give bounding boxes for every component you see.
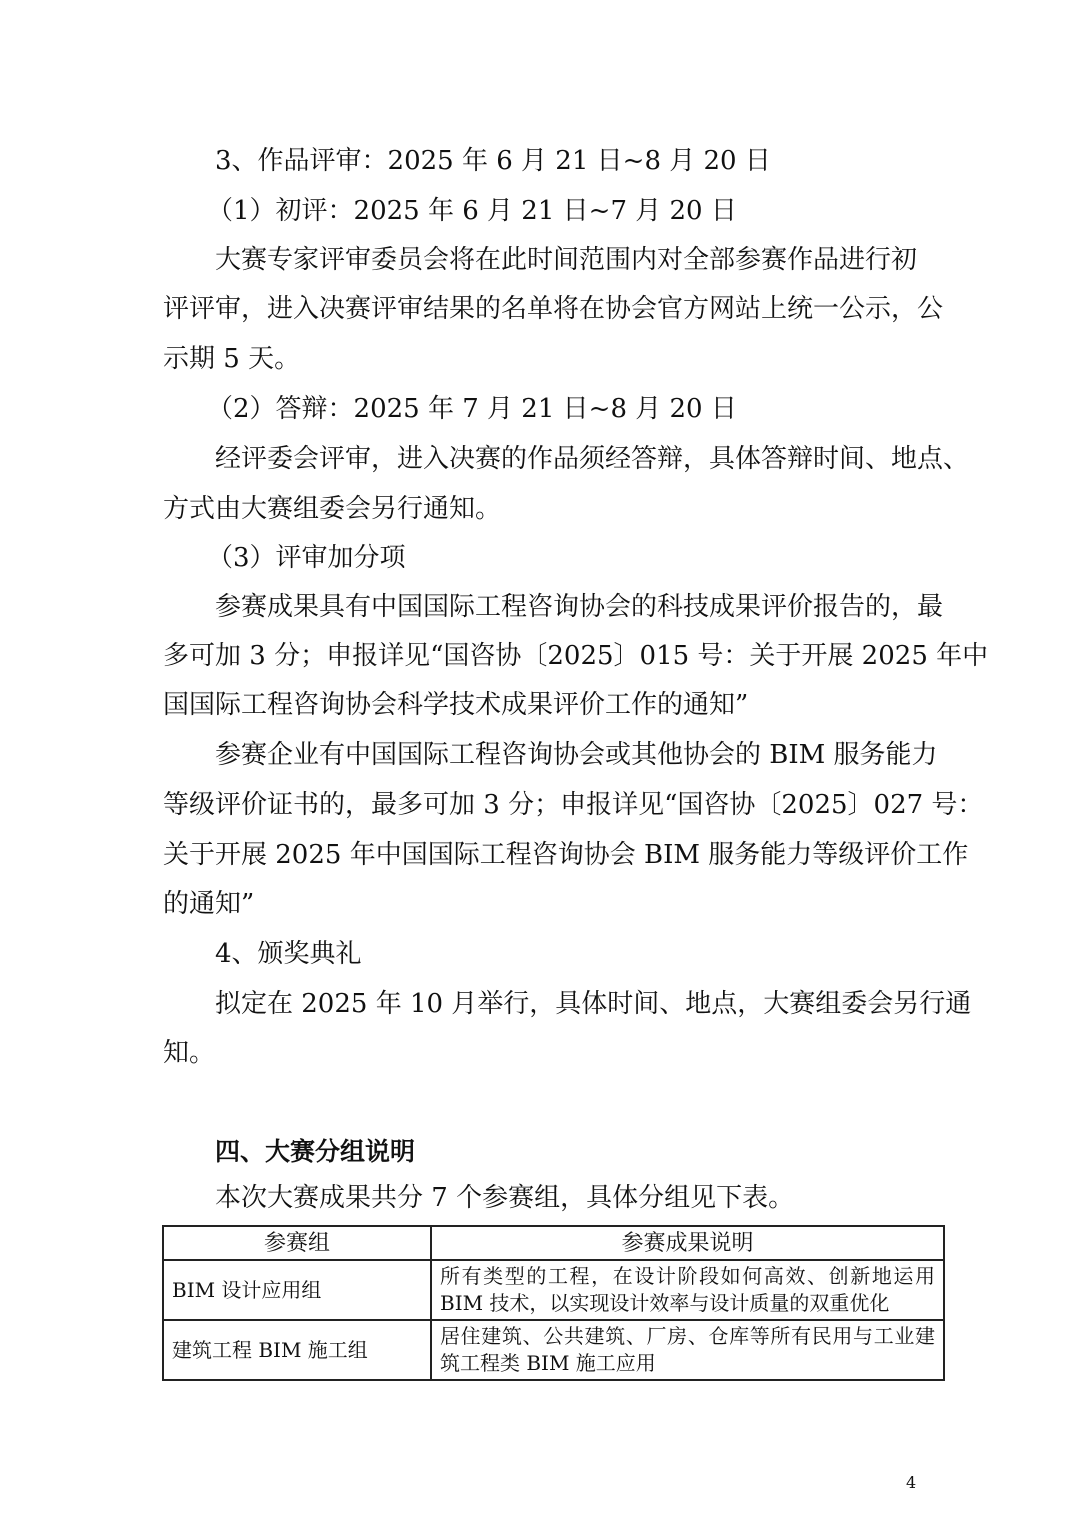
group-table [162,1225,945,1381]
table-row [163,1320,944,1380]
table-cell-group: 建筑工程 BIM 施工组 [163,1320,431,1380]
paragraph-line: 参赛企业有中国国际工程咨询协会或其他协会的 BIM 服务能力 [215,740,938,770]
paragraph-line: 多可加 3 分；申报详见“国咨协〔2025〕015 号：关于开展 2025 年中 [163,641,989,671]
paragraph-line: 评评审，进入决赛评审结果的名单将在协会官方网站上统一公示，公 [163,294,944,324]
paragraph-line: 方式由大赛组委会另行通知。 [163,494,502,524]
paragraph-line: 国国际工程咨询协会科学技术成果评价工作的通知” [163,690,749,720]
sub-heading-initial-review: （1）初评：2025 年 6 月 21 日~7 月 20 日 [207,196,737,226]
paragraph-line: 本次大赛成果共分 7 个参赛组，具体分组见下表。 [215,1183,795,1213]
page-number: 4 [906,1473,917,1492]
sub-heading-bonus: （3）评审加分项 [207,543,406,573]
table-cell-group: BIM 设计应用组 [163,1260,431,1320]
section-3-heading: 3、作品评审：2025 年 6 月 21 日~8 月 20 日 [215,146,771,176]
section-4-heading: 4、颁奖典礼 [215,939,362,969]
paragraph-line: 参赛成果具有中国国际工程咨询协会的科技成果评价报告的，最 [215,592,944,622]
table-cell-description: 所有类型的工程，在设计阶段如何高效、创新地运用 BIM 技术，以实现设计效率与设计质量的双重优化 [431,1260,944,1320]
table-row [163,1260,944,1320]
paragraph-line: 拟定在 2025 年 10 月举行，具体时间、地点，大赛组委会另行通 [215,989,972,1019]
paragraph-line: 知。 [163,1038,216,1068]
paragraph-line: 的通知” [163,889,255,919]
table-header-description: 参赛成果说明 [431,1226,944,1260]
paragraph-line: 示期 5 天。 [163,344,301,374]
paragraph-line: 大赛专家评审委员会将在此时间范围内对全部参赛作品进行初 [215,245,918,275]
sub-heading-defense: （2）答辩：2025 年 7 月 21 日~8 月 20 日 [207,394,737,424]
table-header-row [163,1226,944,1260]
chapter-heading: 四、大赛分组说明 [215,1137,416,1166]
paragraph-line: 经评委会评审，进入决赛的作品须经答辩，具体答辩时间、地点、 [215,444,970,474]
paragraph-line: 等级评价证书的，最多可加 3 分；申报详见“国咨协〔2025〕027 号： [163,790,984,820]
paragraph-line: 关于开展 2025 年中国国际工程咨询协会 BIM 服务能力等级评价工作 [163,840,969,870]
table-header-group: 参赛组 [163,1226,431,1260]
table-cell-description: 居住建筑、公共建筑、厂房、仓库等所有民用与工业建筑工程类 BIM 施工应用 [431,1320,944,1380]
